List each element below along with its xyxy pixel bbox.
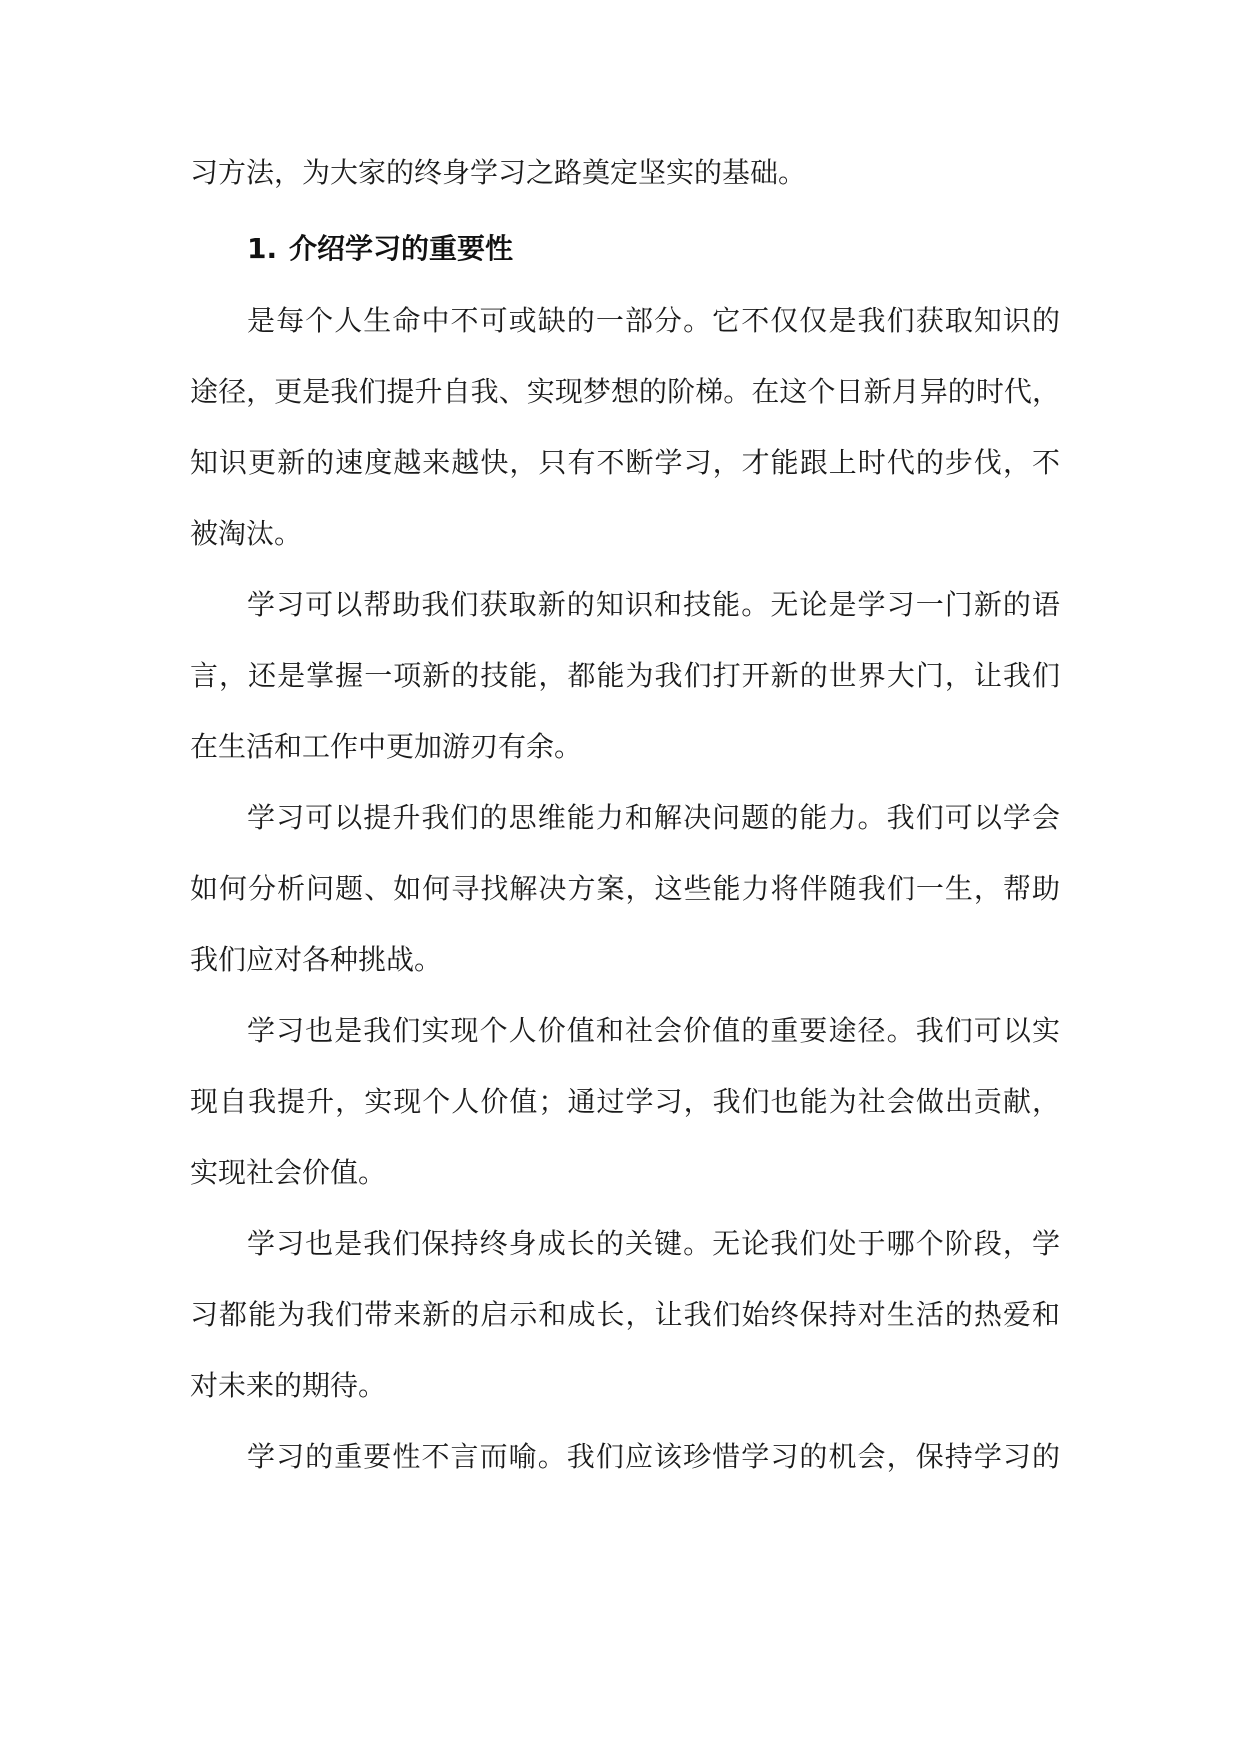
- paragraph-line: 我们应对各种挑战。: [190, 943, 443, 976]
- paragraph-line: 学习也是我们实现个人价值和社会价值的重要途径。我们可以实: [247, 1014, 1060, 1047]
- paragraph-line: 学习可以提升我们的思维能力和解决问题的能力。我们可以学会: [247, 801, 1060, 834]
- paragraph-line: 实现社会价值。: [190, 1156, 387, 1189]
- paragraph-line: 学习也是我们保持终身成长的关键。无论我们处于哪个阶段，学: [247, 1227, 1060, 1260]
- paragraph-line: 途径，更是我们提升自我、实现梦想的阶梯。在这个日新月异的时代，: [190, 375, 1060, 408]
- paragraph-line: 在生活和工作中更加游刃有余。: [190, 730, 583, 763]
- section-title: 介绍学习的重要性: [289, 232, 514, 265]
- paragraph-line: 学习的重要性不言而喻。我们应该珍惜学习的机会，保持学习的: [247, 1440, 1060, 1473]
- paragraph-line: 习都能为我们带来新的启示和成长，让我们始终保持对生活的热爱和: [190, 1298, 1060, 1331]
- paragraph-line: 现自我提升，实现个人价值；通过学习，我们也能为社会做出贡献，: [190, 1085, 1060, 1118]
- paragraph-line: 是每个人生命中不可或缺的一部分。它不仅仅是我们获取知识的: [247, 304, 1060, 337]
- carryover-line: 习方法，为大家的终身学习之路奠定坚实的基础。: [190, 156, 807, 189]
- paragraph-line: 知识更新的速度越来越快，只有不断学习，才能跟上时代的步伐，不: [190, 446, 1060, 479]
- paragraph-line: 对未来的期待。: [190, 1369, 387, 1402]
- paragraph-line: 被淘汰。: [190, 517, 303, 550]
- paragraph-line: 如何分析问题、如何寻找解决方案，这些能力将伴随我们一生，帮助: [190, 872, 1060, 905]
- paragraph-line: 言，还是掌握一项新的技能，都能为我们打开新的世界大门，让我们: [190, 659, 1060, 692]
- section-number: 1.: [247, 232, 278, 265]
- section-heading: [247, 227, 947, 271]
- paragraph-line: 学习可以帮助我们获取新的知识和技能。无论是学习一门新的语: [247, 588, 1060, 621]
